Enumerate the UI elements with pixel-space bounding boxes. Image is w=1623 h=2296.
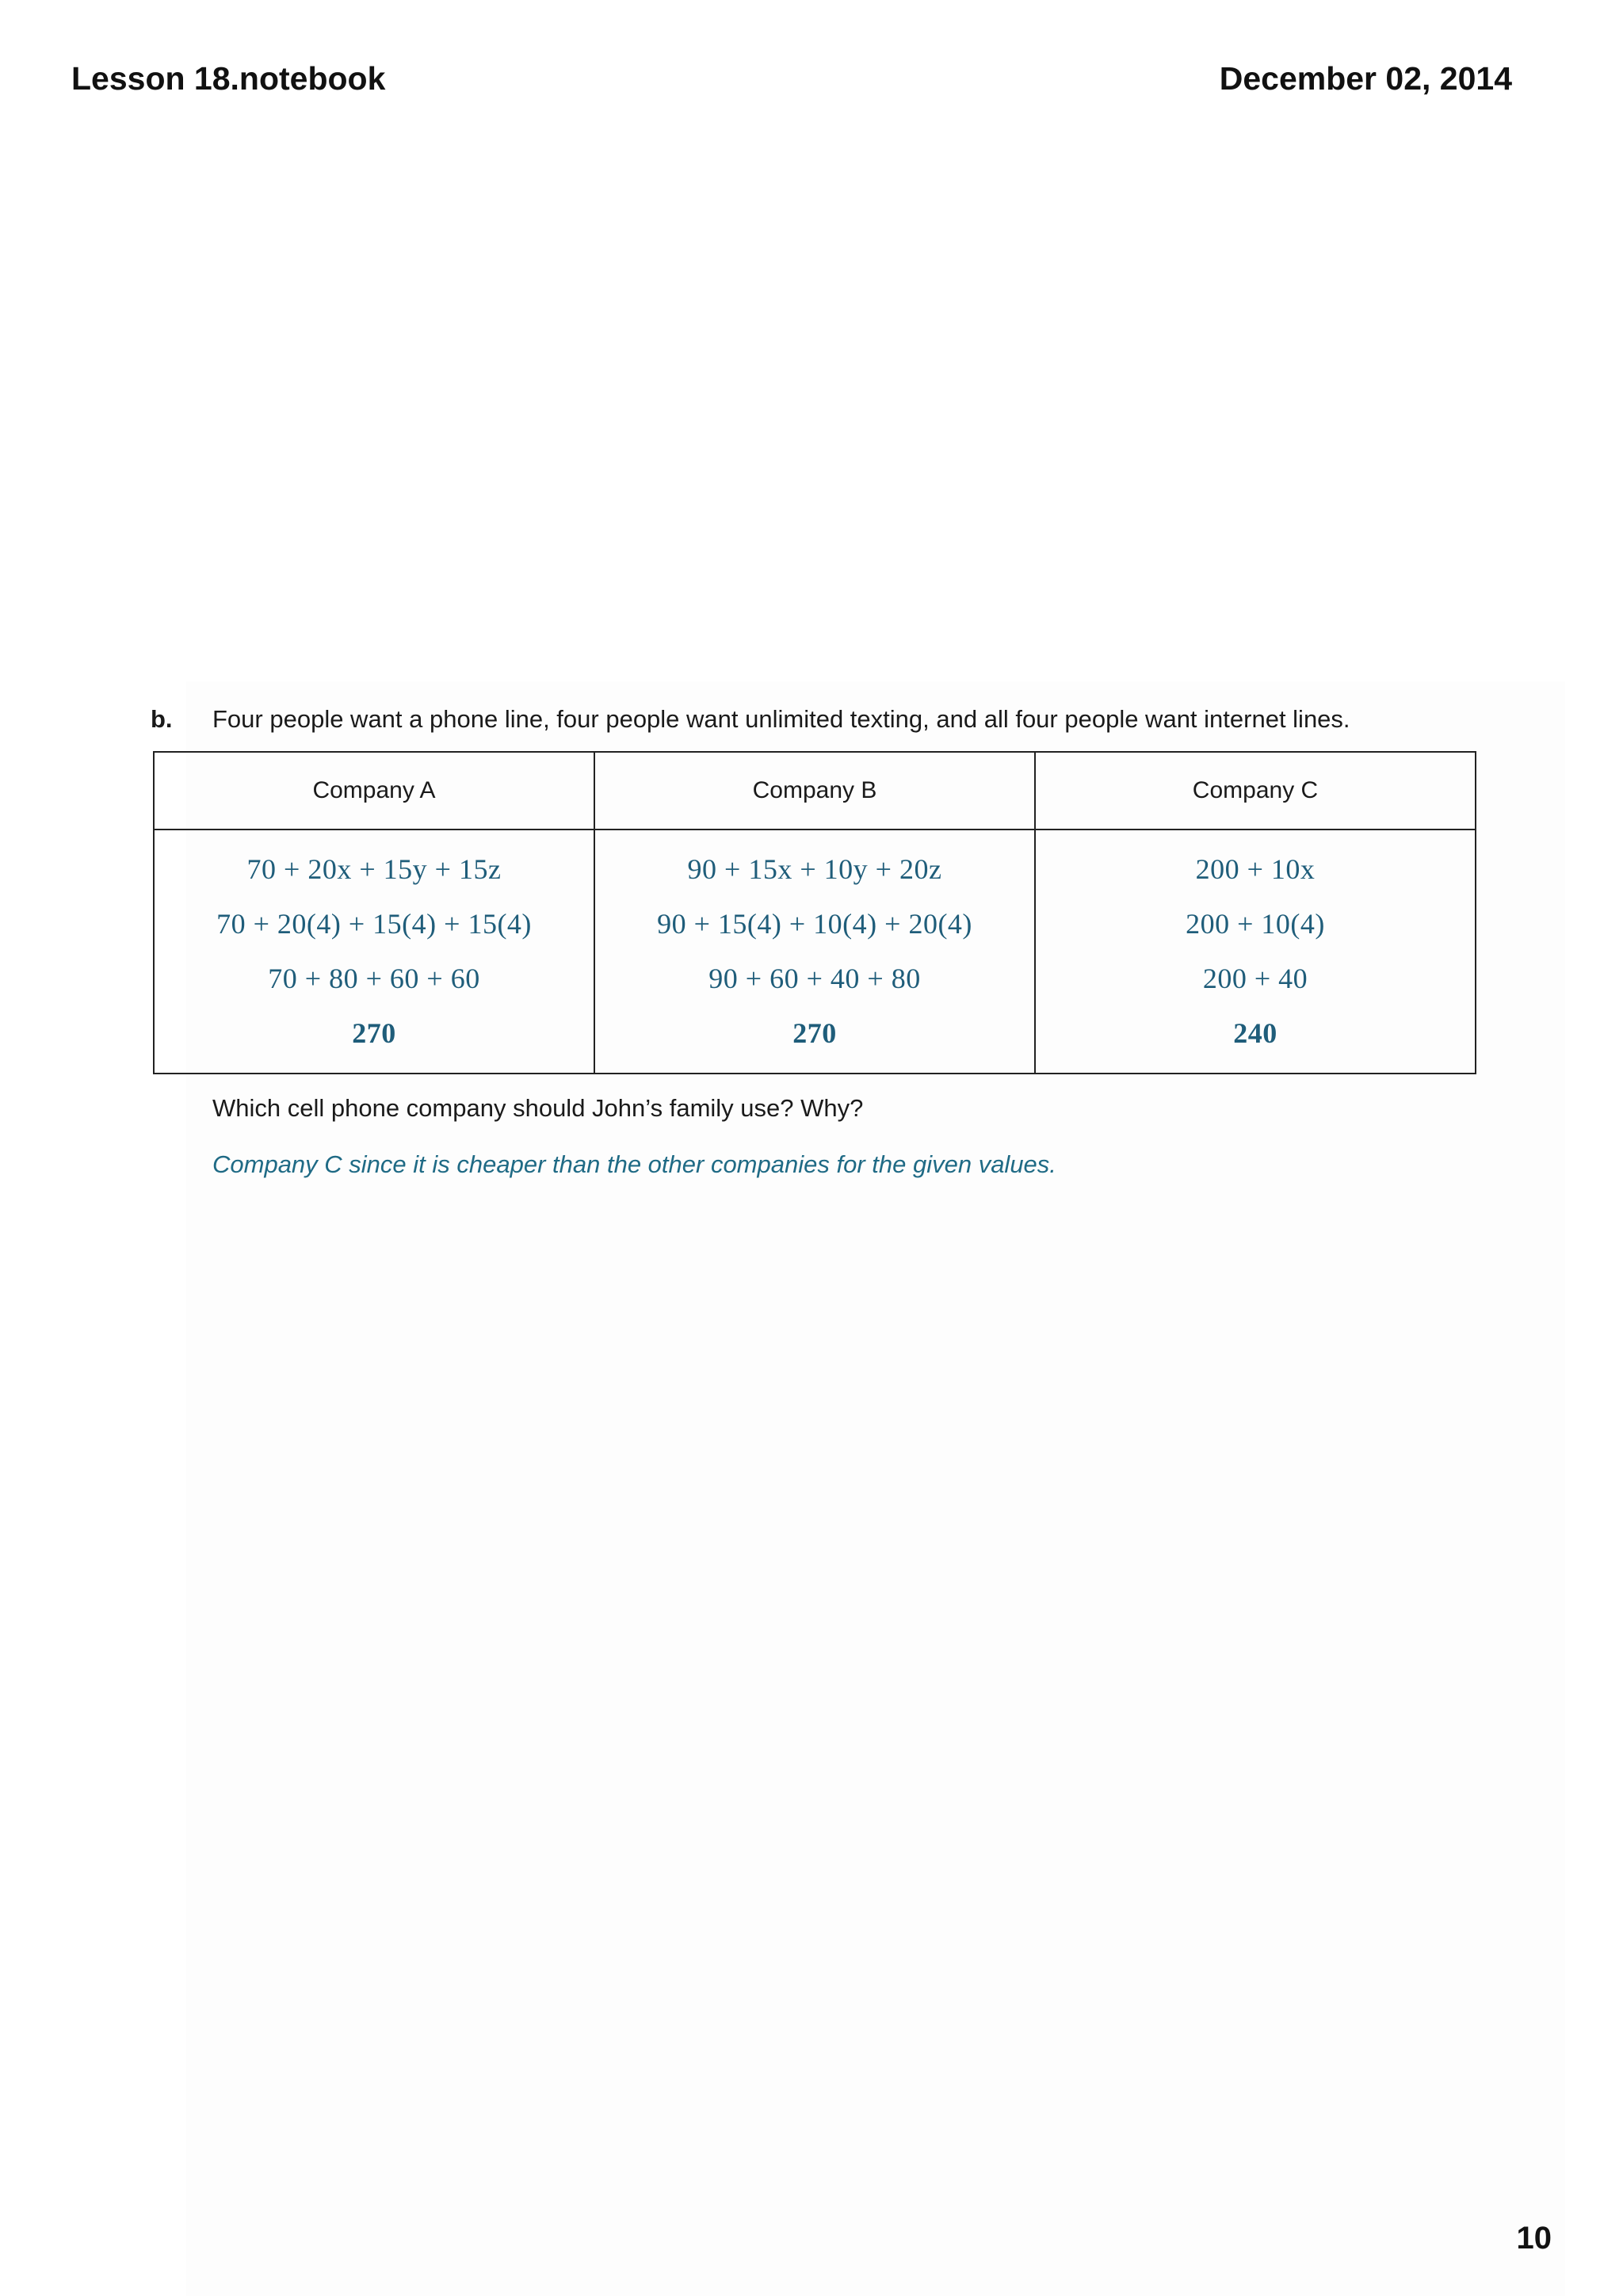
column-header-company-b: Company B [594,752,1035,830]
page-date: December 02, 2014 [1219,60,1512,97]
problem-label: b. [151,705,173,733]
company-c-total: 240 [1233,1017,1277,1049]
column-header-company-a: Company A [154,752,594,830]
company-c-substitution: 200 + 10(4) [1186,908,1325,940]
answer-text: Company C since it is cheaper than the other companies for the given values. [212,1150,1056,1178]
company-b-products: 90 + 60 + 40 + 80 [708,963,921,994]
question-text: Which cell phone company should John’s family use? Why? [212,1094,864,1122]
company-a-expression: 70 + 20x + 15y + 15z [246,853,502,885]
notebook-title: Lesson 18.notebook [71,60,386,97]
company-c-expression: 200 + 10x [1195,853,1316,885]
company-b-total: 270 [792,1017,837,1049]
company-c-products: 200 + 40 [1202,963,1308,994]
company-b-work-cell [594,830,1035,1074]
problem-text: Four people want a phone line, four people want unlimited texting, and all four people want internet lines. [212,705,1350,733]
company-c-work-cell [1035,830,1476,1074]
company-comparison-table [153,751,1476,1074]
company-b-substitution: 90 + 15(4) + 10(4) + 20(4) [657,908,972,940]
table-work-row [154,830,1476,1074]
company-a-total: 270 [352,1017,396,1049]
table-header-row [154,752,1476,830]
company-a-work-cell [154,830,594,1074]
company-a-substitution: 70 + 20(4) + 15(4) + 15(4) [216,908,532,940]
company-b-expression: 90 + 15x + 10y + 20z [687,853,942,885]
column-header-company-c: Company C [1035,752,1476,830]
page-number: 10 [1516,2221,1552,2256]
company-a-products: 70 + 80 + 60 + 60 [268,963,480,994]
